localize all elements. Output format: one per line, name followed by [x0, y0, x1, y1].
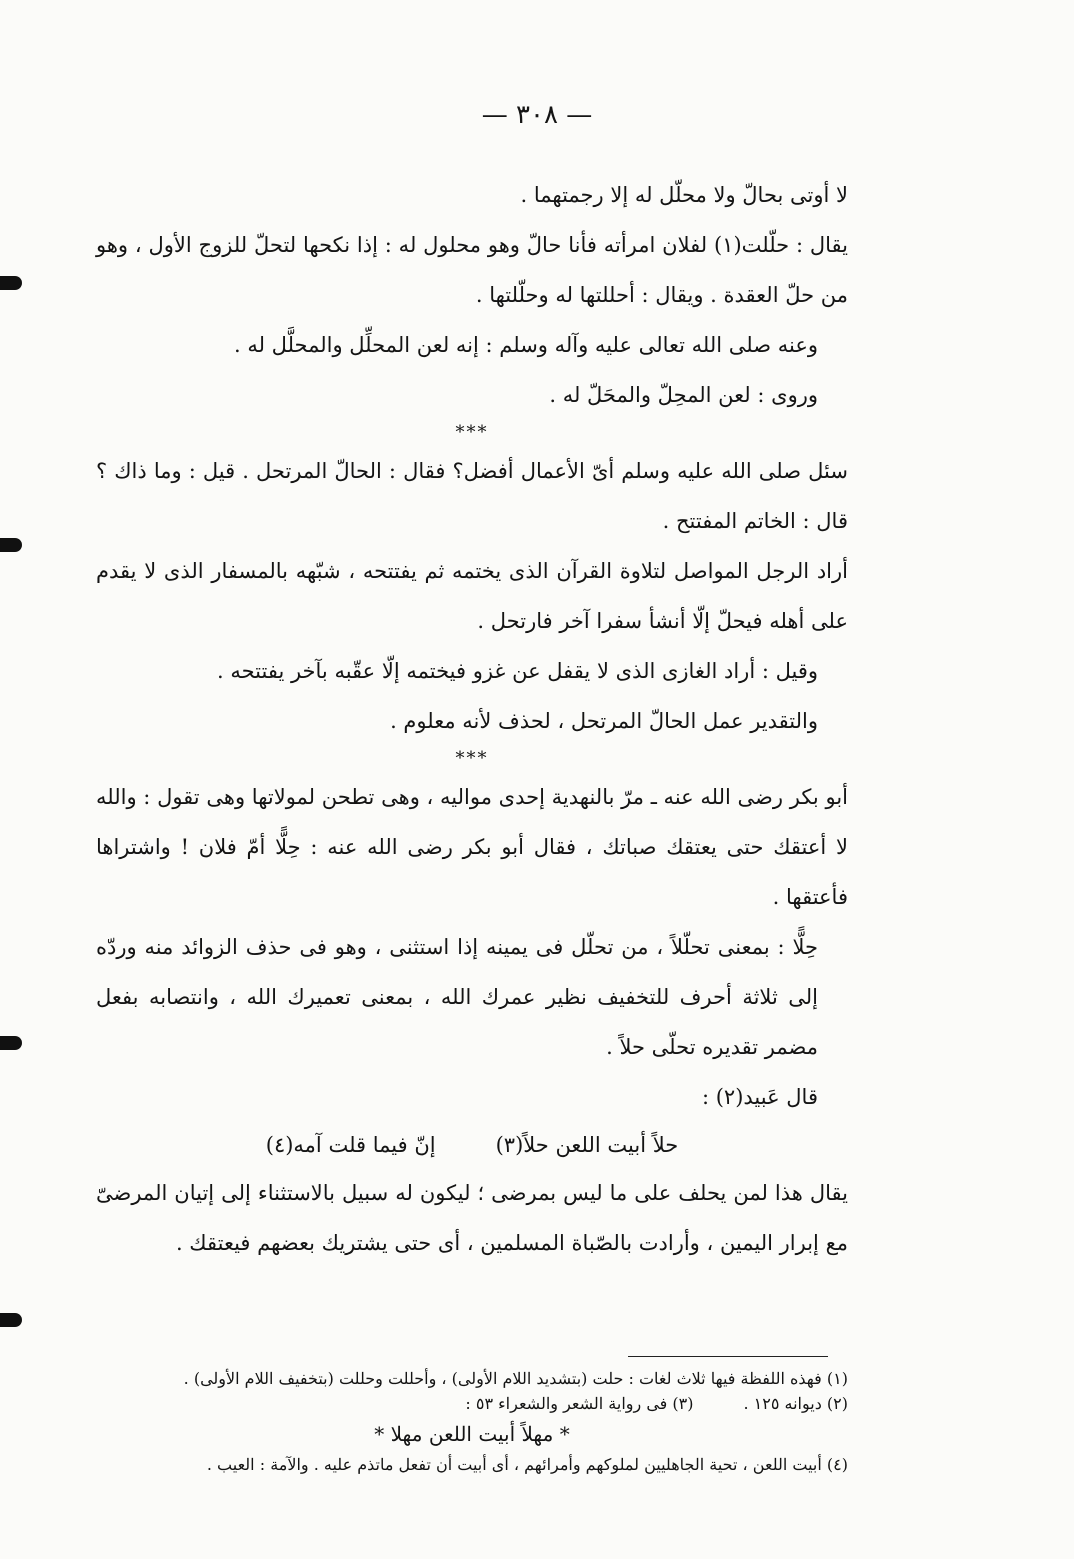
paragraph: حِلًّا : بمعنى تحلّلاً ، من تحلّل فى يمينه إذا استثنى ، وهو فى حذف الزوائد منه وردّه إلى ثلاثة أحرف للتخفيف نظير عمرك الله ، بمعنى تعميرك الله ، وانتصابه بفعل مضمر تقديره تحلّى حلاً . [96, 935, 818, 1059]
paragraph: سئل صلى الله عليه وسلم أىّ الأعمال أفضل؟ فقال : الحالّ المرتحل . قيل : وما ذاك ؟ قال : الخاتم المفتتح . [96, 459, 848, 533]
poet-attribution: قال عَبيد(٢) : [701, 1085, 818, 1109]
paragraph: أبو بكر رضى الله عنه ـ مرّ بالنهدية إحدى مواليه ، وهى تطحن لمولاتها وهى تقول : والله لا أعتقك حتى يعتقك صباتك ، فقال أبو بكر رضى الله عنه : حِلًّا أمّ فلان ! واشتراها فأعتقها . [96, 785, 848, 909]
margin-tab-marker [0, 1313, 22, 1327]
margin-tab-marker [0, 538, 22, 552]
section-separator: *** [455, 748, 489, 769]
paragraph: والتقدير عمل الحالّ المرتحل ، لحذف لأنه معلوم . [390, 709, 818, 733]
footnotes [96, 1366, 848, 1477]
footnote-divider [628, 1356, 828, 1357]
main-text [96, 170, 848, 1268]
paragraph: وروى : لعن المحِلّ والمحَلّ له . [549, 383, 818, 407]
margin-tab-marker [0, 1036, 22, 1050]
footnote-2: (٢) ديوانه ١٢٥ . [743, 1394, 848, 1413]
verse-line [96, 1122, 848, 1168]
page-number: — ٣٠٨ — [481, 100, 593, 130]
margin-tab-marker [0, 276, 22, 290]
section-separator: *** [455, 422, 489, 443]
paragraph: أراد الرجل المواصل لتلاوة القرآن الذى يختمه ثم يفتتحه ، شبّهه بالمسفار الذى لا يقدم على أهله فيحلّ إلّا أنشأ سفرا آخر فارتحل . [96, 559, 848, 633]
paragraph: لا أوتى بحالّ ولا محلّل له إلا رجمتهما . [520, 183, 848, 207]
footnote-4: (٤) أبيت اللعن ، تحية الجاهليين لملوكهم وأمرائهم ، أى أبيت أن تفعل ماتذم عليه . والآمة : العيب . [206, 1455, 848, 1474]
footnote-row [96, 1391, 848, 1416]
footnote-3: (٣) فى رواية الشعر والشعراء ٥٣ : [465, 1394, 694, 1413]
verse-first-hemistich: حلاً أبيت اللعن حلاً(٣) [495, 1133, 679, 1157]
paragraph: وقيل : أراد الغازى الذى لا يقفل عن غزو فيختمه إلّا عقّبه بآخر يفتتحه . [216, 659, 818, 683]
paragraph: يقال هذا لمن يحلف على ما ليس بمرضى ؛ ليكون له سبيل بالاستثناء إلى إتيان المرضىّ مع إبرار اليمين ، وأرادت بالصّباة المسلمين ، أى حتى يشتريك بعضهم فيعتقك . [96, 1181, 848, 1255]
paragraph: وعنه صلى الله تعالى عليه وآله وسلم : إنه لعن المحلِّل والمحلَّل له . [233, 333, 818, 357]
footnote-1: (١) فهذه اللفظة فيها ثلاث لغات : حلت (بتشديد اللام الأولى) ، وأحللت وحللت (بتخفيف اللام الأولى) . [183, 1369, 848, 1388]
paragraph: يقال : حلّلت(١) لفلان امرأته فأنا حالّ وهو محلول له : إذا نكحها لتحلّ للزوج الأول ، وهو من حلّ العقدة . ويقال : أحللتها له وحلّلتها . [96, 233, 849, 307]
verse-second-hemistich: إنّ فيما قلت آمه(٤) [265, 1133, 436, 1157]
footnote-3-verse: * مهلاً أبيت اللعن مهلا * [374, 1422, 570, 1446]
